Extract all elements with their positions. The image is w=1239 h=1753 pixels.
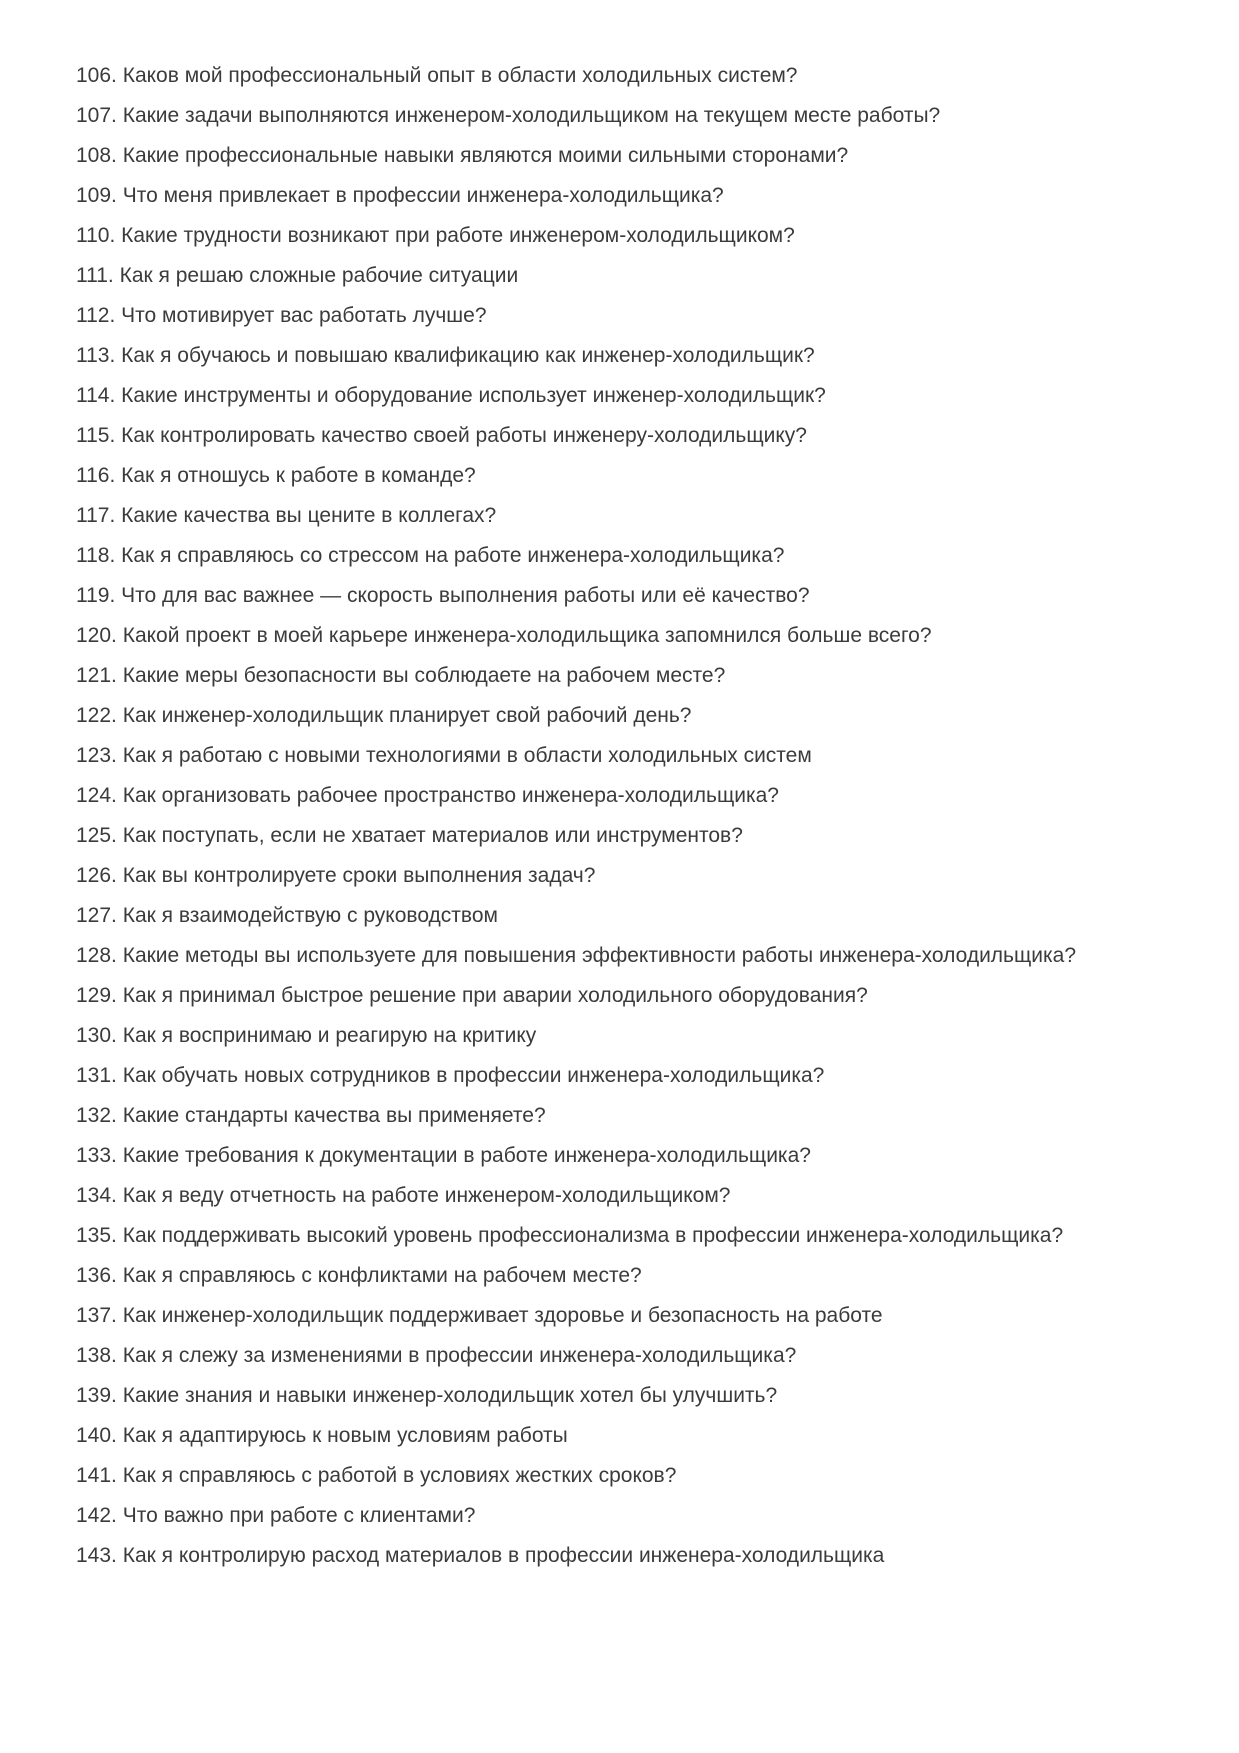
question-item: 137. Как инженер-холодильщик поддерживает здоровье и безопасность на работе [76,1304,883,1327]
question-item: 113. Как я обучаюсь и повышаю квалификацию как инженер-холодильщик? [76,344,815,367]
question-list [76,56,1096,1576]
question-item: 108. Какие профессиональные навыки являются моими сильными сторонами? [76,144,849,167]
question-item: 122. Как инженер-холодильщик планирует свой рабочий день? [76,704,692,727]
question-item: 115. Как контролировать качество своей работы инженеру-холодильщику? [76,424,807,447]
question-item: 142. Что важно при работе с клиентами? [76,1504,476,1527]
question-item: 107. Какие задачи выполняются инженером-холодильщиком на текущем месте работы? [76,104,941,127]
question-item: 125. Как поступать, если не хватает материалов или инструментов? [76,824,743,847]
question-item: 109. Что меня привлекает в профессии инженера-холодильщика? [76,184,724,207]
question-item: 140. Как я адаптируюсь к новым условиям работы [76,1424,568,1447]
question-item: 139. Какие знания и навыки инженер-холодильщик хотел бы улучшить? [76,1384,778,1407]
question-item: 131. Как обучать новых сотрудников в профессии инженера-холодильщика? [76,1064,825,1087]
question-item: 136. Как я справляюсь с конфликтами на рабочем месте? [76,1264,642,1287]
question-item: 127. Как я взаимодействую с руководством [76,904,498,927]
question-item: 129. Как я принимал быстрое решение при аварии холодильного оборудования? [76,984,868,1007]
question-item: 130. Как я воспринимаю и реагирую на критику [76,1024,537,1047]
question-item: 119. Что для вас важнее — скорость выполнения работы или её качество? [76,584,810,607]
question-item: 116. Как я отношусь к работе в команде? [76,464,476,487]
question-item: 118. Как я справляюсь со стрессом на работе инженера-холодильщика? [76,544,785,567]
question-item: 135. Как поддерживать высокий уровень профессионализма в профессии инженера-холодильщика? [76,1224,1064,1247]
question-item: 121. Какие меры безопасности вы соблюдаете на рабочем месте? [76,664,726,687]
question-item: 111. Как я решаю сложные рабочие ситуации [76,264,519,287]
question-item: 126. Как вы контролируете сроки выполнения задач? [76,864,596,887]
question-item: 112. Что мотивирует вас работать лучше? [76,304,487,327]
question-item: 143. Как я контролирую расход материалов в профессии инженера-холодильщика [76,1544,885,1567]
question-item: 114. Какие инструменты и оборудование использует инженер-холодильщик? [76,384,826,407]
question-item: 110. Какие трудности возникают при работе инженером-холодильщиком? [76,224,795,247]
question-item: 117. Какие качества вы цените в коллегах? [76,504,497,527]
question-item: 134. Как я веду отчетность на работе инженером-холодильщиком? [76,1184,731,1207]
question-item: 120. Какой проект в моей карьере инженера-холодильщика запомнился больше всего? [76,624,932,647]
question-item: 106. Каков мой профессиональный опыт в области холодильных систем? [76,64,798,87]
question-item: 123. Как я работаю с новыми технологиями в области холодильных систем [76,744,812,767]
question-item: 128. Какие методы вы используете для повышения эффективности работы инженера-холодильщика? [76,944,1077,967]
question-item: 133. Какие требования к документации в работе инженера-холодильщика? [76,1144,811,1167]
question-item: 132. Какие стандарты качества вы применяете? [76,1104,546,1127]
question-item: 141. Как я справляюсь с работой в условиях жестких сроков? [76,1464,677,1487]
question-item: 124. Как организовать рабочее пространство инженера-холодильщика? [76,784,779,807]
question-item: 138. Как я слежу за изменениями в профессии инженера-холодильщика? [76,1344,797,1367]
